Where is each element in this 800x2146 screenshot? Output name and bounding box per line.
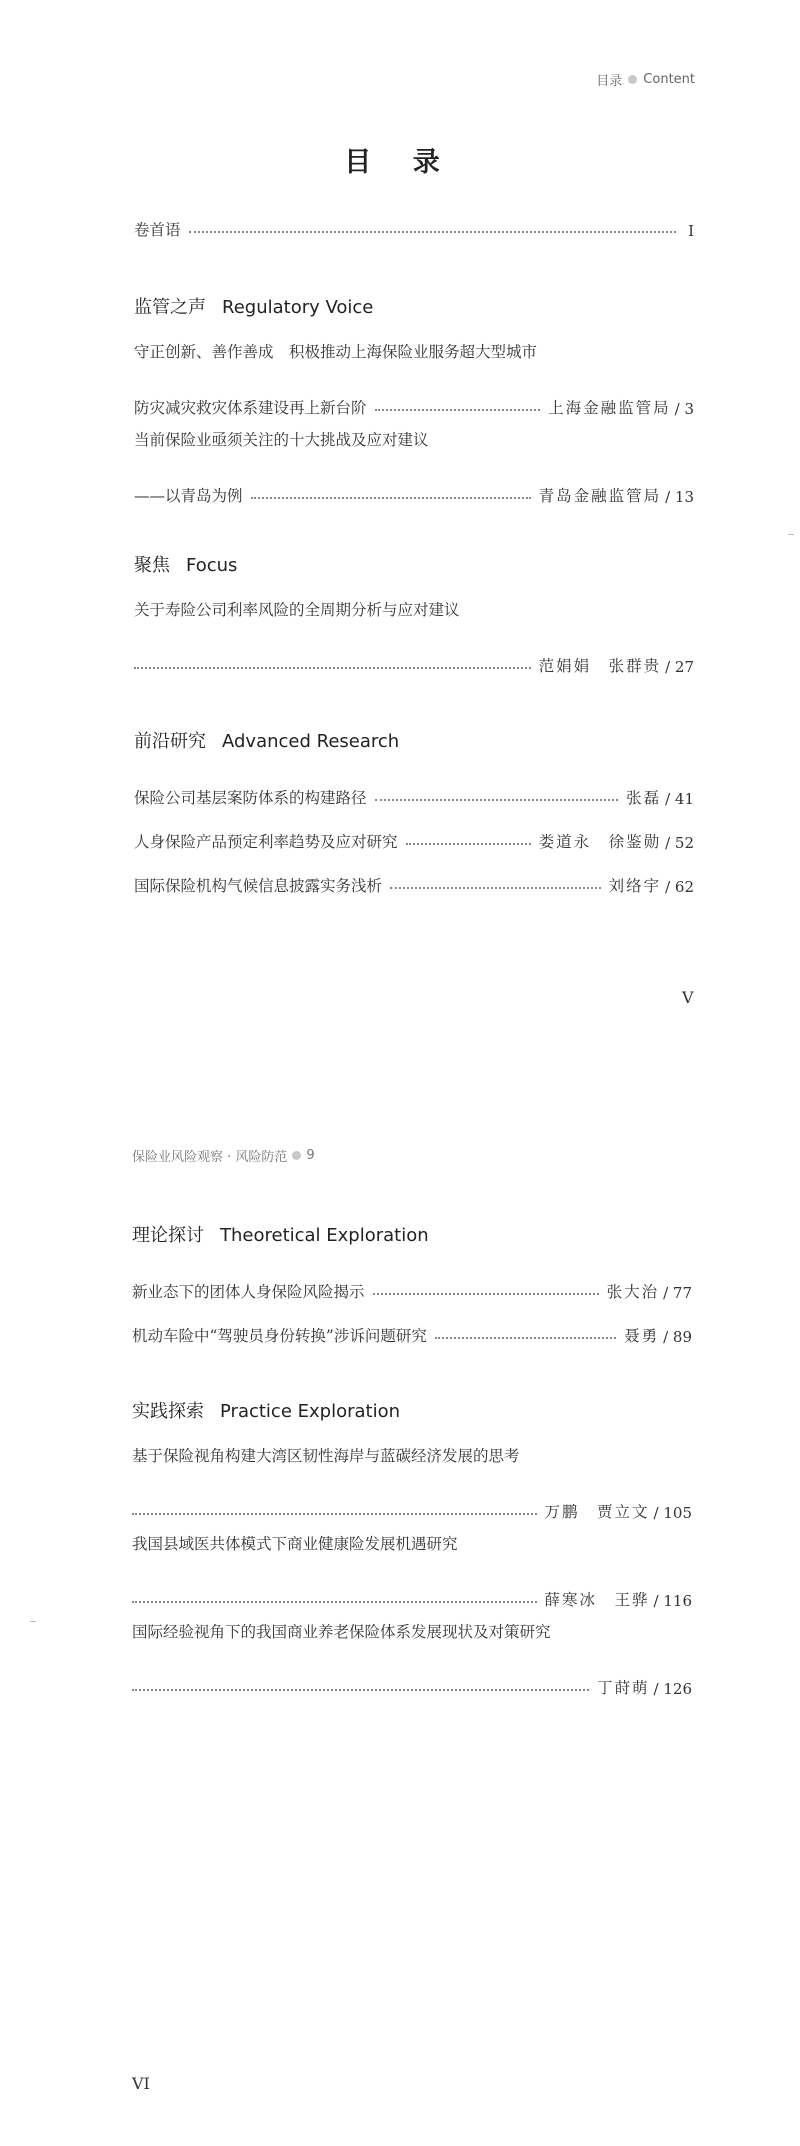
section-heading bbox=[134, 286, 694, 330]
section-heading-en: Regulatory Voice bbox=[222, 297, 374, 318]
section-heading bbox=[134, 544, 694, 588]
entry-author: 万鹏 贾立文 bbox=[544, 1503, 650, 1521]
dot-leader bbox=[132, 1689, 589, 1691]
entry-title-line[interactable]: 关于寿险公司利率风险的全周期分析与应对建议 bbox=[134, 601, 460, 619]
section-practice-exploration bbox=[132, 1390, 692, 1698]
dot-leader bbox=[251, 497, 531, 499]
header-label: Content bbox=[643, 72, 695, 87]
dot-leader bbox=[375, 799, 619, 801]
section-heading-cn: 实践探索 bbox=[132, 1401, 204, 1422]
entry-title: 国际保险机构气候信息披露实务浅析 bbox=[134, 877, 383, 895]
header-section: 目录 bbox=[596, 74, 623, 89]
footer-text: 保险业风险观察 · 风险防范 bbox=[132, 1150, 288, 1165]
toc-entry[interactable] bbox=[134, 374, 694, 418]
toc-entry[interactable] bbox=[132, 1566, 692, 1610]
entry-page: / 126 bbox=[653, 1680, 692, 1698]
entry-page: I bbox=[688, 222, 694, 240]
entry-author: 上海金融监管局 bbox=[548, 399, 671, 417]
section-regulatory-voice bbox=[134, 286, 694, 506]
entry-page: / 27 bbox=[665, 658, 694, 676]
entry-author: 丁莳萌 bbox=[597, 1679, 650, 1697]
entry-title: 机动车险中“驾驶员身份转换”涉诉问题研究 bbox=[132, 1327, 427, 1345]
entry-author: 张大治 bbox=[606, 1283, 660, 1301]
section-theoretical-exploration bbox=[132, 1214, 692, 1346]
running-header bbox=[596, 70, 695, 89]
page-number-roman: V bbox=[682, 988, 694, 1007]
crop-mark bbox=[788, 534, 794, 535]
entry-title: 人身保险产品预定利率趋势及应对研究 bbox=[134, 833, 398, 851]
entry-page: / 52 bbox=[665, 834, 694, 852]
entry-page: / 41 bbox=[665, 790, 694, 808]
page-number-roman: VI bbox=[132, 2074, 150, 2093]
entry-title: 卷首语 bbox=[134, 221, 181, 239]
dot-icon bbox=[628, 75, 637, 84]
toc-entry[interactable] bbox=[134, 632, 694, 676]
entry-title: 保险公司基层案防体系的构建路径 bbox=[134, 789, 367, 807]
toc-entry[interactable] bbox=[132, 1302, 692, 1346]
toc-entry[interactable] bbox=[132, 1654, 692, 1698]
footer-page: 9 bbox=[306, 1148, 315, 1163]
section-heading-en: Practice Exploration bbox=[220, 1401, 400, 1422]
toc-entry[interactable] bbox=[134, 808, 694, 852]
entry-author: 薛寒冰 王骅 bbox=[544, 1591, 650, 1609]
page-title: 目 录 bbox=[344, 147, 456, 178]
entry-author: 刘络宇 bbox=[608, 877, 662, 895]
entry-author: 张磊 bbox=[626, 789, 662, 807]
section-heading-en: Advanced Research bbox=[222, 731, 400, 752]
toc-entry[interactable] bbox=[132, 1478, 692, 1522]
dot-leader bbox=[375, 409, 541, 411]
dot-leader bbox=[390, 887, 601, 889]
entry-author: 聂勇 bbox=[624, 1327, 660, 1345]
section-heading-cn: 理论探讨 bbox=[132, 1225, 204, 1246]
entry-title: 新业态下的团体人身保险风险揭示 bbox=[132, 1283, 365, 1301]
entry-page: / 13 bbox=[665, 488, 694, 506]
dot-leader bbox=[189, 231, 677, 233]
toc-entry[interactable] bbox=[134, 852, 694, 896]
dot-leader bbox=[132, 1513, 537, 1515]
preface-entry[interactable] bbox=[134, 196, 694, 240]
entry-page: / 116 bbox=[653, 1592, 692, 1610]
entry-title-line[interactable]: 国际经验视角下的我国商业养老保险体系发展现状及对策研究 bbox=[132, 1623, 551, 1641]
toc-entry[interactable] bbox=[134, 462, 694, 506]
section-heading-en: Theoretical Exploration bbox=[220, 1225, 429, 1246]
entry-title-line[interactable]: 守正创新、善作善成 积极推动上海保险业服务超大型城市 bbox=[134, 343, 538, 361]
entry-title-line[interactable]: 我国县域医共体模式下商业健康险发展机遇研究 bbox=[132, 1535, 458, 1553]
entry-title: ——以青岛为例 bbox=[134, 487, 243, 505]
section-advanced-research bbox=[134, 720, 694, 896]
entry-page: / 77 bbox=[663, 1284, 692, 1302]
entry-page: / 105 bbox=[653, 1504, 692, 1522]
section-focus bbox=[134, 544, 694, 676]
section-heading-cn: 聚焦 bbox=[134, 555, 170, 576]
toc-entry[interactable] bbox=[134, 764, 694, 808]
entry-author: 青岛金融监管局 bbox=[538, 487, 662, 505]
section-heading bbox=[134, 720, 694, 764]
entry-title: 防灾减灾救灾体系建设再上新台阶 bbox=[134, 399, 367, 417]
entry-page: / 3 bbox=[674, 400, 694, 418]
entry-page: / 89 bbox=[663, 1328, 692, 1346]
entry-author: 娄道永 徐鉴勋 bbox=[538, 833, 662, 851]
crop-mark bbox=[30, 1621, 36, 1622]
section-heading bbox=[132, 1214, 692, 1258]
dot-leader bbox=[132, 1601, 537, 1603]
dot-leader bbox=[406, 843, 531, 845]
section-heading-cn: 前沿研究 bbox=[134, 731, 206, 752]
entry-page: / 62 bbox=[665, 878, 694, 896]
section-heading-en: Focus bbox=[186, 555, 238, 576]
entry-title-line[interactable]: 基于保险视角构建大湾区韧性海岸与蓝碳经济发展的思考 bbox=[132, 1447, 520, 1465]
section-heading-cn: 监管之声 bbox=[134, 297, 206, 318]
toc-entry[interactable] bbox=[132, 1258, 692, 1302]
entry-title-line[interactable]: 当前保险业亟须关注的十大挑战及应对建议 bbox=[134, 431, 429, 449]
dot-icon bbox=[292, 1151, 301, 1160]
running-footer bbox=[132, 1146, 315, 1165]
dot-leader bbox=[134, 667, 531, 669]
dot-leader bbox=[435, 1337, 616, 1339]
entry-author: 范娟娟 张群贵 bbox=[538, 657, 662, 675]
dot-leader bbox=[373, 1293, 599, 1295]
section-heading bbox=[132, 1390, 692, 1434]
